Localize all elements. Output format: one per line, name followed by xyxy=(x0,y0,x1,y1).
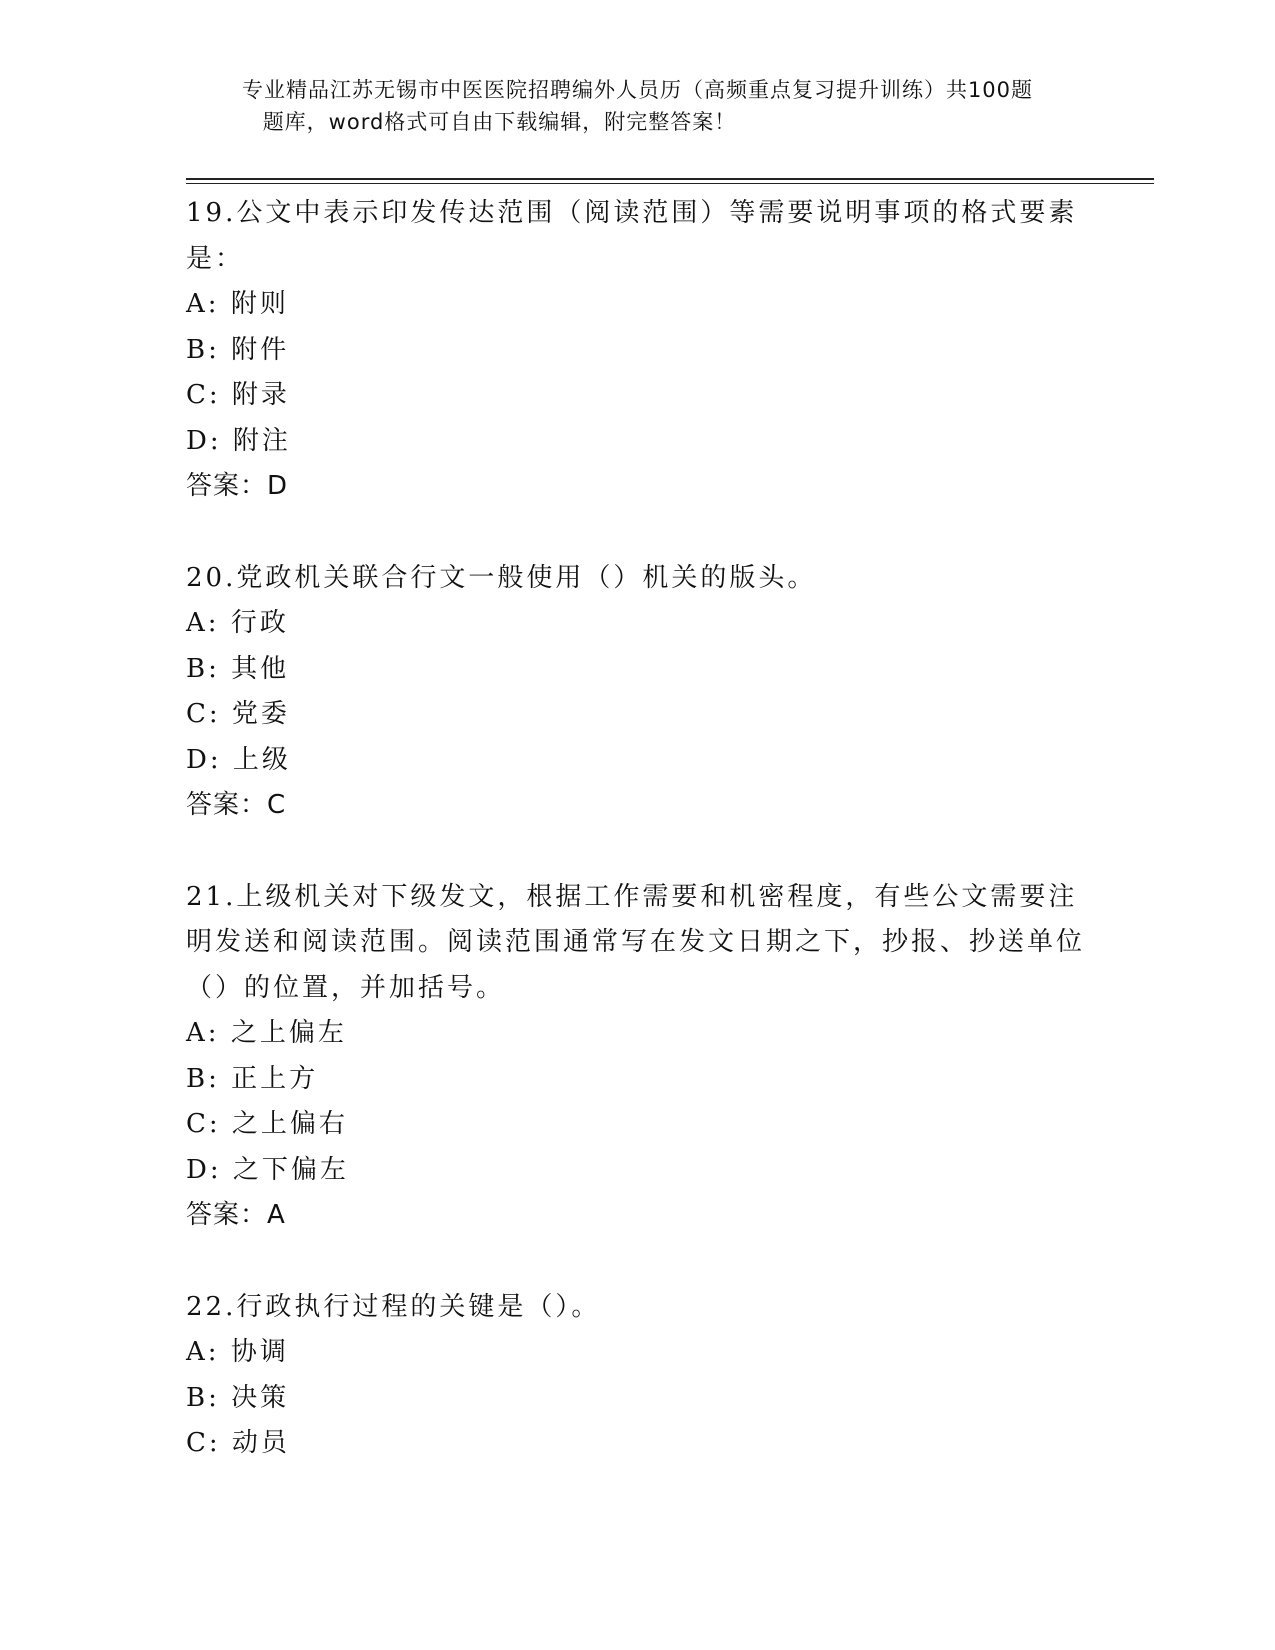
option-d xyxy=(186,1148,1086,1194)
option-c xyxy=(186,1102,1086,1148)
option-text: 之下偏左 xyxy=(232,1154,349,1185)
option-letter: C: xyxy=(186,699,221,729)
question-text: 19.公文中表示印发传达范围（阅读范围）等需要说明事项的格式要素是： xyxy=(186,198,1078,274)
question-21 xyxy=(186,875,1086,1239)
header-line-2: 题库，word格式可自由下载编辑，附完整答案！ xyxy=(262,110,737,134)
option-letter: B: xyxy=(186,653,220,684)
option-letter: D: xyxy=(186,744,222,775)
option-text: 党委 xyxy=(231,699,290,729)
question-text: 21.上级机关对下级发文，根据工作需要和机密程度，有些公文需要注明发送和阅读范围。阅读范围通常写在发文日期之下，抄报、抄送单位（）的位置，并加括号。 xyxy=(186,881,1086,1003)
option-letter: B: xyxy=(186,334,220,365)
option-text: 决策 xyxy=(231,1382,290,1413)
page-header xyxy=(0,74,1275,138)
question-20 xyxy=(186,556,1086,829)
option-c xyxy=(186,373,1086,419)
option-letter: C: xyxy=(186,1428,221,1458)
option-letter: A: xyxy=(186,1337,220,1367)
option-text: 行政 xyxy=(230,608,289,638)
option-letter: B: xyxy=(186,1063,220,1094)
option-letter: C: xyxy=(186,380,221,410)
question-22 xyxy=(186,1285,1086,1467)
option-text: 协调 xyxy=(230,1337,289,1367)
option-c xyxy=(186,1421,1086,1467)
answer-line: 答案：C xyxy=(186,790,287,820)
option-text: 之上偏右 xyxy=(231,1109,348,1139)
option-d xyxy=(186,738,1086,784)
question-19 xyxy=(186,191,1086,510)
option-letter: C: xyxy=(186,1109,221,1139)
option-letter: D: xyxy=(186,425,222,456)
option-letter: B: xyxy=(186,1382,220,1413)
option-text: 附则 xyxy=(230,289,289,319)
option-c xyxy=(186,692,1086,738)
option-text: 正上方 xyxy=(231,1063,319,1094)
question-text: 20.党政机关联合行文一般使用（）机关的版头。 xyxy=(186,562,817,593)
header-divider-thin xyxy=(186,183,1154,184)
option-a xyxy=(186,601,1086,647)
option-a xyxy=(186,1330,1086,1376)
option-text: 上级 xyxy=(232,744,291,775)
option-text: 附录 xyxy=(231,380,290,410)
answer-line: 答案：A xyxy=(186,1200,286,1230)
option-text: 附件 xyxy=(231,334,290,365)
option-b xyxy=(186,1376,1086,1422)
option-letter: D: xyxy=(186,1154,222,1185)
option-letter: A: xyxy=(186,289,220,319)
header-line-1: 专业精品江苏无锡市中医医院招聘编外人员历（高频重点复习提升训练）共100题 xyxy=(241,78,1034,102)
option-text: 附注 xyxy=(232,425,291,456)
option-a xyxy=(186,1011,1086,1057)
question-list xyxy=(186,191,1086,1513)
option-letter: A: xyxy=(186,608,220,638)
option-text: 之上偏左 xyxy=(230,1018,347,1048)
option-b xyxy=(186,647,1086,693)
option-text: 动员 xyxy=(231,1428,290,1458)
option-letter: A: xyxy=(186,1018,220,1048)
option-b xyxy=(186,1057,1086,1103)
option-a xyxy=(186,282,1086,328)
option-b xyxy=(186,328,1086,374)
answer-line: 答案：D xyxy=(186,471,289,501)
question-text: 22.行政执行过程的关键是（）。 xyxy=(186,1291,601,1322)
option-d xyxy=(186,419,1086,465)
header-divider-thick xyxy=(186,178,1154,180)
option-text: 其他 xyxy=(231,653,290,684)
